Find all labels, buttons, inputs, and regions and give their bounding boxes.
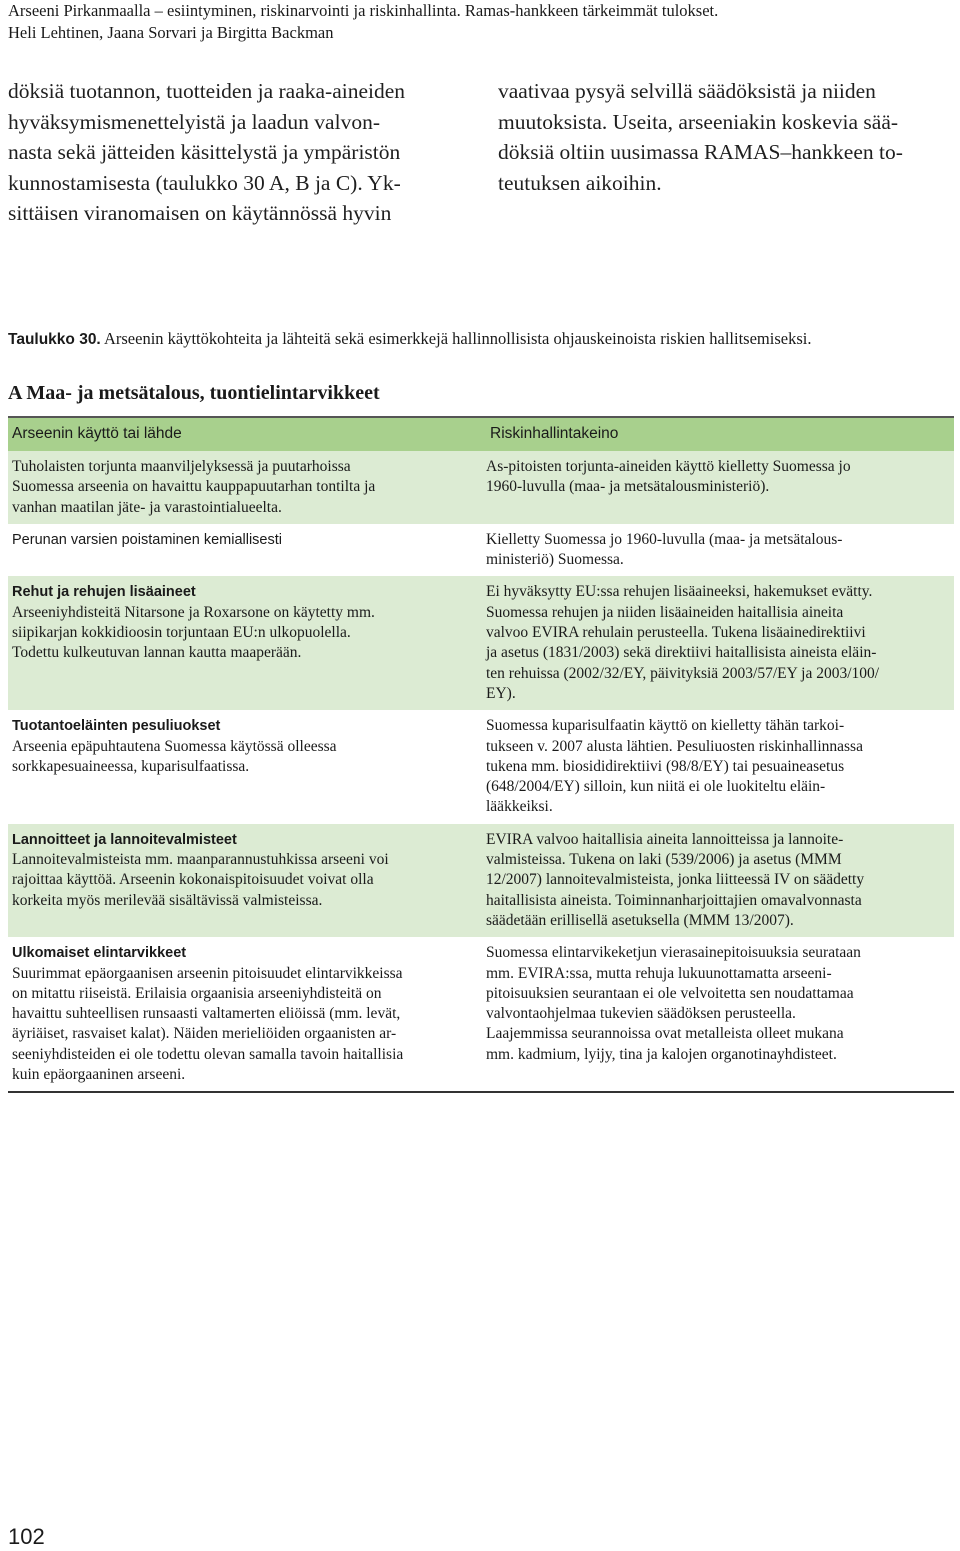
source-cell <box>8 937 486 1091</box>
section-title: A Maa- ja metsätalous, tuontielintarvikkeet <box>8 382 380 404</box>
running-header <box>8 0 718 44</box>
table-row <box>8 824 954 937</box>
measure-cell <box>486 451 954 524</box>
table-caption-text: Arseenin käyttökohteita ja lähteitä sekä esimerkkejä hallinnollisista ohjauskeinoista riskien hallitsemiseksi. <box>100 329 812 348</box>
cell-line: tukseen v. 2007 alusta lähtien. Pesuliuosten riskinhallinnassa <box>486 737 863 755</box>
cell-line: valvontaohjelmaa tukevien säädöksen perusteella. <box>486 1005 796 1023</box>
measure-cell <box>486 710 954 823</box>
table-row <box>8 451 954 524</box>
cell-line: Suomessa elintarvikeketjun vierasainepitoisuuksia seurataan <box>486 944 861 962</box>
cell-line: ministeriö) Suomessa. <box>486 551 624 569</box>
body-text-right-column <box>498 76 954 198</box>
table-header-row <box>8 416 954 451</box>
table-caption <box>8 328 958 351</box>
body-line: muutoksista. Useita, arseeniakin koskevia sää- <box>498 109 899 134</box>
cell-line: siipikarjan kokkidioosin torjuntaan EU:n ulkopuolella. <box>12 624 351 642</box>
cell-line: seeniyhdisteiden ei ole todettu olevan samalla tavoin haitallisia <box>12 1045 404 1063</box>
cell-line: Arseenia epäpuhtautena Suomessa käytössä olleessa <box>12 737 337 755</box>
row-heading: Perunan varsien poistaminen kemiallisesti <box>12 531 282 548</box>
cell-line: Lannoitevalmisteista mm. maanparannustuhkissa arseeni voi <box>12 851 389 869</box>
cell-line: kuin epäorgaaninen arseeni. <box>12 1066 186 1084</box>
column-header-source: Arseenin käyttö tai lähde <box>12 425 182 442</box>
cell-line: vanhan maatilan jäte- ja varastointialueelta. <box>12 498 282 516</box>
cell-line: As-pitoisten torjunta-aineiden käyttö kielletty Suomessa jo <box>486 458 851 475</box>
source-cell <box>8 524 486 577</box>
row-heading: Rehut ja rehujen lisäaineet <box>12 584 196 601</box>
measure-cell <box>486 937 954 1091</box>
cell-line: mm. kadmium, lyijy, tina ja kalojen organotinayhdisteet. <box>486 1045 837 1063</box>
cell-line: valvoo EVIRA rehulain perusteella. Tukena lisäainedirektiivi <box>486 624 866 642</box>
table-caption-label: Taulukko 30. <box>8 331 101 348</box>
cell-line: sorkkapesuaineessa, kuparisulfaatissa. <box>12 757 250 775</box>
risk-table <box>8 416 954 1093</box>
source-cell <box>8 710 486 823</box>
measure-cell <box>486 524 954 577</box>
table-row <box>8 576 954 710</box>
cell-line: korkeita myös merilevää sisältävissä valmisteissa. <box>12 891 323 909</box>
cell-line: säädetään erillisellä asetuksella (MMM 13/2007). <box>486 911 794 929</box>
cell-line: rajoittaa käyttöä. Arseenin kokonaispitoisuudet voivat olla <box>12 871 374 889</box>
cell-line: ja asetus (1831/2003) sekä direktiivi haitallisista aineista eläin- <box>486 644 877 662</box>
cell-line: tukena mm. biosididirektiivi (98/8/EY) tai pesuaineasetus <box>486 757 845 775</box>
body-line: döksiä oltiin uusimassa RAMAS–hankkeen to- <box>498 140 903 164</box>
source-cell <box>8 451 486 524</box>
body-line: sittäisen viranomaisen on käytännössä hyvin <box>8 201 392 225</box>
column-header-measure: Riskinhallintakeino <box>490 425 619 442</box>
table-row <box>8 524 954 577</box>
body-line: nasta sekä jätteiden käsittelystä ja ympäristön <box>8 140 401 164</box>
cell-line: lääkkeiksi. <box>486 798 553 816</box>
cell-line: EY). <box>486 684 516 702</box>
cell-line: Suomessa rehujen ja niiden lisäaineiden haitallisia aineita <box>486 603 844 621</box>
cell-line: valmisteissa. Tukena on laki (539/2006) ja asetus (MMM <box>486 851 842 869</box>
body-line: kunnostamisesta (taulukko 30 A, B ja C). Yk- <box>8 170 401 195</box>
cell-line: Suurimmat epäorgaanisen arseenin pitoisuudet elintarvikkeissa <box>12 964 403 982</box>
cell-line: (648/2004/EY) silloin, kun niitä ei ole luokiteltu eläin- <box>486 778 826 796</box>
row-heading: Ulkomaiset elintarvikkeet <box>12 945 187 962</box>
body-line: teutuksen aikoihin. <box>498 170 662 195</box>
body-line: vaativaa pysyä selvillä säädöksistä ja niiden <box>498 79 876 103</box>
body-line: hyväksymismenettelyistä ja laadun valvon- <box>8 109 380 134</box>
cell-line: äyriäiset, rasvaiset kalat). Näiden merieliöiden orgaanisten ar- <box>12 1025 397 1043</box>
source-cell <box>8 576 486 710</box>
cell-line: haitallisista aineista. Toiminnanharjoittajien omavalvonnasta <box>486 891 862 909</box>
cell-line: EVIRA valvoo haitallisia aineita lannoitteissa ja lannoite- <box>486 830 844 848</box>
cell-line: Suomessa arseenia on havaittu kauppapuutarhan tontilta ja <box>12 478 376 496</box>
header-title: Arseeni Pirkanmaalla – esiintyminen, riskinarvointi ja riskinhallinta. Ramas-hankkeen tärkeimmät tulokset. <box>8 1 719 20</box>
cell-line: mm. EVIRA:ssa, mutta rehuja lukuunottamatta arseeni- <box>486 964 832 982</box>
cell-line: Arseeniyhdisteitä Nitarsone ja Roxarsone on käytetty mm. <box>12 603 375 621</box>
measure-cell <box>486 824 954 937</box>
header-authors: Heli Lehtinen, Jaana Sorvari ja Birgitta Backman <box>8 23 334 42</box>
body-line: döksiä tuotannon, tuotteiden ja raaka-aineiden <box>8 79 406 103</box>
cell-line: Kielletty Suomessa jo 1960-luvulla (maa- ja metsätalous- <box>486 530 843 548</box>
cell-line: 12/2007) lannoitevalmisteista, jonka liitteessä IV on säädetty <box>486 871 865 889</box>
page-number: 102 <box>8 1524 45 1549</box>
cell-line: Todettu kulkeutuvan lannan kautta maaperään. <box>12 644 302 662</box>
body-text-left-column <box>8 76 464 229</box>
cell-line: on mitattu riiseistä. Erilaisia orgaanisia arseeniyhdisteitä on <box>12 984 382 1002</box>
cell-line: Tuholaisten torjunta maanviljelyksessä ja puutarhoissa <box>12 458 351 475</box>
cell-line: Ei hyväksytty EU:ssa rehujen lisäaineeksi, hakemukset evätty. <box>486 583 873 601</box>
table-row <box>8 937 954 1091</box>
cell-line: Laajemmissa seurannoissa ovat metalleista olleet mukana <box>486 1025 844 1043</box>
row-heading: Lannoitteet ja lannoitevalmisteet <box>12 831 237 848</box>
cell-line: ten rehuissa (2002/32/EY, päivityksiä 2003/57/EY ja 2003/100/ <box>486 664 880 682</box>
measure-cell <box>486 576 954 710</box>
cell-line: havaittu suhteellisen runsaasti valtamerten eliöissä (mm. levät, <box>12 1005 401 1023</box>
cell-line: pitoisuuksien seurantaan ei ole velvoitetta sen noudattamaa <box>486 984 854 1002</box>
cell-line: Suomessa kuparisulfaatin käyttö on kielletty tähän tarkoi- <box>486 717 845 735</box>
source-cell <box>8 824 486 937</box>
row-heading: Tuotantoeläinten pesuliuokset <box>12 718 221 735</box>
table-row <box>8 710 954 823</box>
cell-line: 1960-luvulla (maa- ja metsätalousministeriö). <box>486 478 770 496</box>
